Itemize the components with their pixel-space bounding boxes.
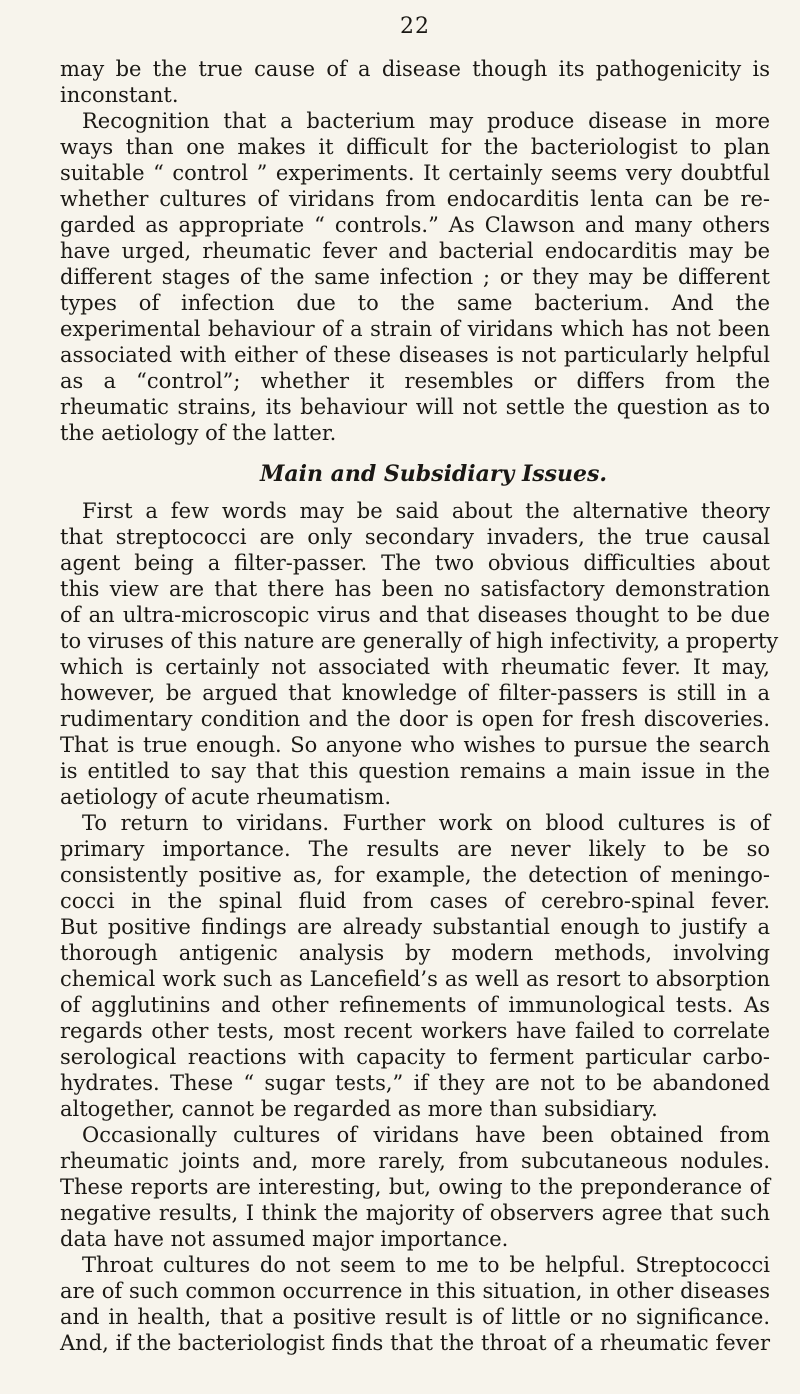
text-line: however, be argued that knowledge of filter-passers is still in a — [60, 681, 770, 705]
text-line: of agglutinins and other refinements of immunological tests. As — [60, 993, 770, 1017]
text-line: this view are that there has been no satisfactory demonstration — [60, 577, 770, 601]
text-line: That is true enough. So anyone who wishes to pursue the search — [60, 733, 770, 757]
text-line: Throat cultures do not seem to me to be helpful. Streptococci — [82, 1253, 770, 1277]
text-line: and in health, that a positive result is of little or no significance. — [60, 1305, 770, 1329]
text-line: experimental behaviour of a strain of viridans which has not been — [60, 317, 770, 341]
text-line: suitable “ control ” experiments. It certainly seems very doubtful — [60, 161, 770, 185]
text-line: is entitled to say that this question remains a main issue in the — [60, 759, 770, 783]
text-line: rheumatic joints and, more rarely, from subcutaneous nodules. — [60, 1149, 770, 1173]
text-line: that streptococci are only secondary invaders, the true causal — [60, 525, 770, 549]
text-line: have urged, rheumatic fever and bacterial endocarditis may be — [60, 239, 770, 263]
text-line: serological reactions with capacity to ferment particular carbo- — [60, 1045, 770, 1069]
text-line: different stages of the same infection ; or they may be different — [60, 265, 770, 289]
page-number: 22 — [400, 14, 430, 39]
text-line: to viruses of this nature are generally of high infectivity, a property — [60, 629, 779, 653]
text-line: To return to viridans. Further work on blood cultures is of — [82, 811, 770, 835]
text-line: associated with either of these diseases is not particularly helpful — [60, 343, 770, 367]
text-line: agent being a filter-passer. The two obvious difficulties about — [60, 551, 770, 575]
text-line: may be the true cause of a disease though its pathogenicity is — [60, 57, 770, 81]
text-line: garded as appropriate “ controls.” As Clawson and many others — [60, 213, 770, 237]
text-line: chemical work such as Lancefield’s as well as resort to absorption — [60, 967, 770, 991]
section-heading: Main and Subsidiary Issues. — [260, 461, 608, 487]
text-line: of an ultra-microscopic virus and that diseases thought to be due — [60, 603, 770, 627]
book-page — [60, 0, 779, 1394]
text-line: These reports are interesting, but, owing to the preponderance of — [60, 1175, 770, 1199]
text-line: data have not assumed major importance. — [60, 1227, 509, 1251]
text-line: thorough antigenic analysis by modern methods, involving — [60, 941, 770, 965]
text-line: ways than one makes it difficult for the bacteriologist to plan — [60, 135, 770, 159]
text-line: hydrates. These “ sugar tests,” if they are not to be abandoned — [60, 1071, 770, 1095]
text-line: consistently positive as, for example, the detection of meningo- — [60, 863, 770, 887]
text-line: Occasionally cultures of viridans have been obtained from — [82, 1123, 770, 1147]
text-line: aetiology of acute rheumatism. — [60, 785, 391, 809]
text-line: regards other tests, most recent workers have failed to correlate — [60, 1019, 770, 1043]
text-line: Recognition that a bacterium may produce disease in more — [82, 109, 770, 133]
text-line: altogether, cannot be regarded as more than subsidiary. — [60, 1097, 658, 1121]
text-line: the aetiology of the latter. — [60, 421, 337, 445]
text-line: And, if the bacteriologist finds that the throat of a rheumatic fever — [60, 1331, 770, 1355]
text-line: are of such common occurrence in this situation, in other diseases — [60, 1279, 770, 1303]
text-line: whether cultures of viridans from endocarditis lenta can be re- — [60, 187, 770, 211]
text-line: inconstant. — [60, 83, 179, 107]
text-line: But positive findings are already substantial enough to justify a — [60, 915, 770, 939]
text-line: primary importance. The results are never likely to be so — [60, 837, 770, 861]
text-line: cocci in the spinal fluid from cases of cerebro-spinal fever. — [60, 889, 770, 913]
text-line: which is certainly not associated with rheumatic fever. It may, — [60, 655, 770, 679]
text-line: types of infection due to the same bacterium. And the — [60, 291, 770, 315]
text-line: First a few words may be said about the alternative theory — [82, 499, 770, 523]
text-line: negative results, I think the majority of observers agree that such — [60, 1201, 770, 1225]
text-line: as a “control”; whether it resembles or differs from the — [60, 369, 770, 393]
text-line: rudimentary condition and the door is open for fresh discoveries. — [60, 707, 770, 731]
text-line: rheumatic strains, its behaviour will not settle the question as to — [60, 395, 770, 419]
